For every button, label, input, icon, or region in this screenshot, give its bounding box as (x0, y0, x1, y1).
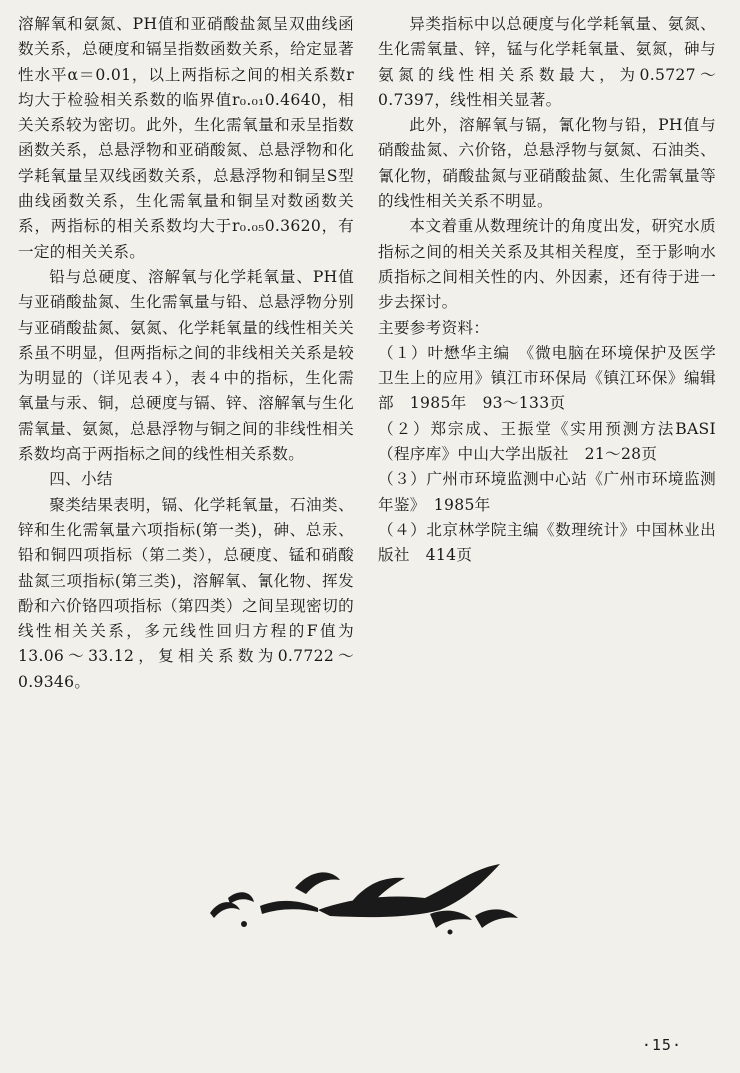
section-heading-summary: 四、小结 (49, 470, 113, 489)
reference-item: （４）北京林学院主编《数理统计》中国林业出版社 414页 (378, 520, 716, 565)
paragraph-summary: 聚类结果表明，镉、化学耗氧量，石油类、锌和生化需氧量六项指标(第一类)，砷、总汞、铅和铜四项指标（第二类），总硬度、锰和硝酸盐氮三项指标(第三类)，溶解氧、氰化物、挥发酚和六价铬四项指标（第四类）之间呈现密切的线性相关关系，多元线性回归方程的F值为13.06～33.12，复相关系数为0.7722～0.9346。 (18, 495, 354, 691)
reference-item: （２）郑宗成、王振堂《实用预测方法BASI（程序库》中山大学出版社 21～28页 (378, 419, 716, 464)
reference-item: （１）叶懋华主编 《微电脑在环境保护及医学卫生上的应用》镇江市环保局《镇江环保》编辑部 1985年 93～133页 (378, 343, 716, 413)
left-column (18, 12, 354, 695)
paragraph-heterogeneous-indicators: 异类指标中以总硬度与化学耗氧量、氨氮、生化需氧量、锌，锰与化学耗氧量、氨氮，砷与氨氮的线性相关系数最大，为0.5727～0.7397，线性相关显著。 (378, 15, 716, 109)
page-number: ·15· (641, 1036, 682, 1054)
paragraph-conclusion: 本文着重从数理统计的角度出发，研究水质指标之间的相关关系及其相关程度，至于影响水质指标之间相关性的内、外因素，还有待于进一步去探讨。 (378, 217, 716, 312)
paragraph-weak-correlations: 此外，溶解氧与镉，氰化物与铅，PH值与硝酸盐氮、六价铬，总悬浮物与氨氮、石油类、氰化物，硝酸盐氮与亚硝酸盐氮、生化需氧量等的线性相关关系不明显。 (378, 116, 716, 211)
paragraph-nonlinear-correlation: 铅与总硬度、溶解氧与化学耗氧量、PH值与亚硝酸盐氮、生化需氧量与铅、总悬浮物分别与亚硝酸盐氮、氨氮、化学耗氧量的线性相关关系虽不明显，但两指标之间的非线相关关系是较为明显的（详见表４），表４中的指标，生化需氧量与汞、铜，总硬度与镉、锌、溶解氧与生化需氧量、氨氮，总悬浮物与铜之间的非线性相关系数均高于两指标之间的线性相关系数。 (18, 267, 354, 464)
paragraph-correlation-functions: 溶解氧和氨氮、PH值和亚硝酸盐氮呈双曲线函数关系，总硬度和镉呈指数函数关系，给定显著性水平α＝0.01，以上两指标之间的相关系数r均大于检验相关系数的临界值r₀.₀₁0.4640，相关关系较为密切。此外，生化需氧量和汞呈指数函数关系，总悬浮物和亚硝酸氮、总悬浮物和化学耗氧量呈双线函数关系，总悬浮物和铜呈S型曲线函数关系，生化需氧量和铜呈对数函数关系，两指标的相关系数均大于r₀.₀₅0.3620，有一定的相关关系。 (18, 15, 354, 261)
right-column (378, 12, 716, 569)
decorative-ornament-icon (200, 858, 530, 938)
references-title: 主要参考资料： (378, 318, 490, 337)
reference-item: （３）广州市环境监测中心站《广州市环境监测年鉴》 1985年 (378, 470, 716, 514)
